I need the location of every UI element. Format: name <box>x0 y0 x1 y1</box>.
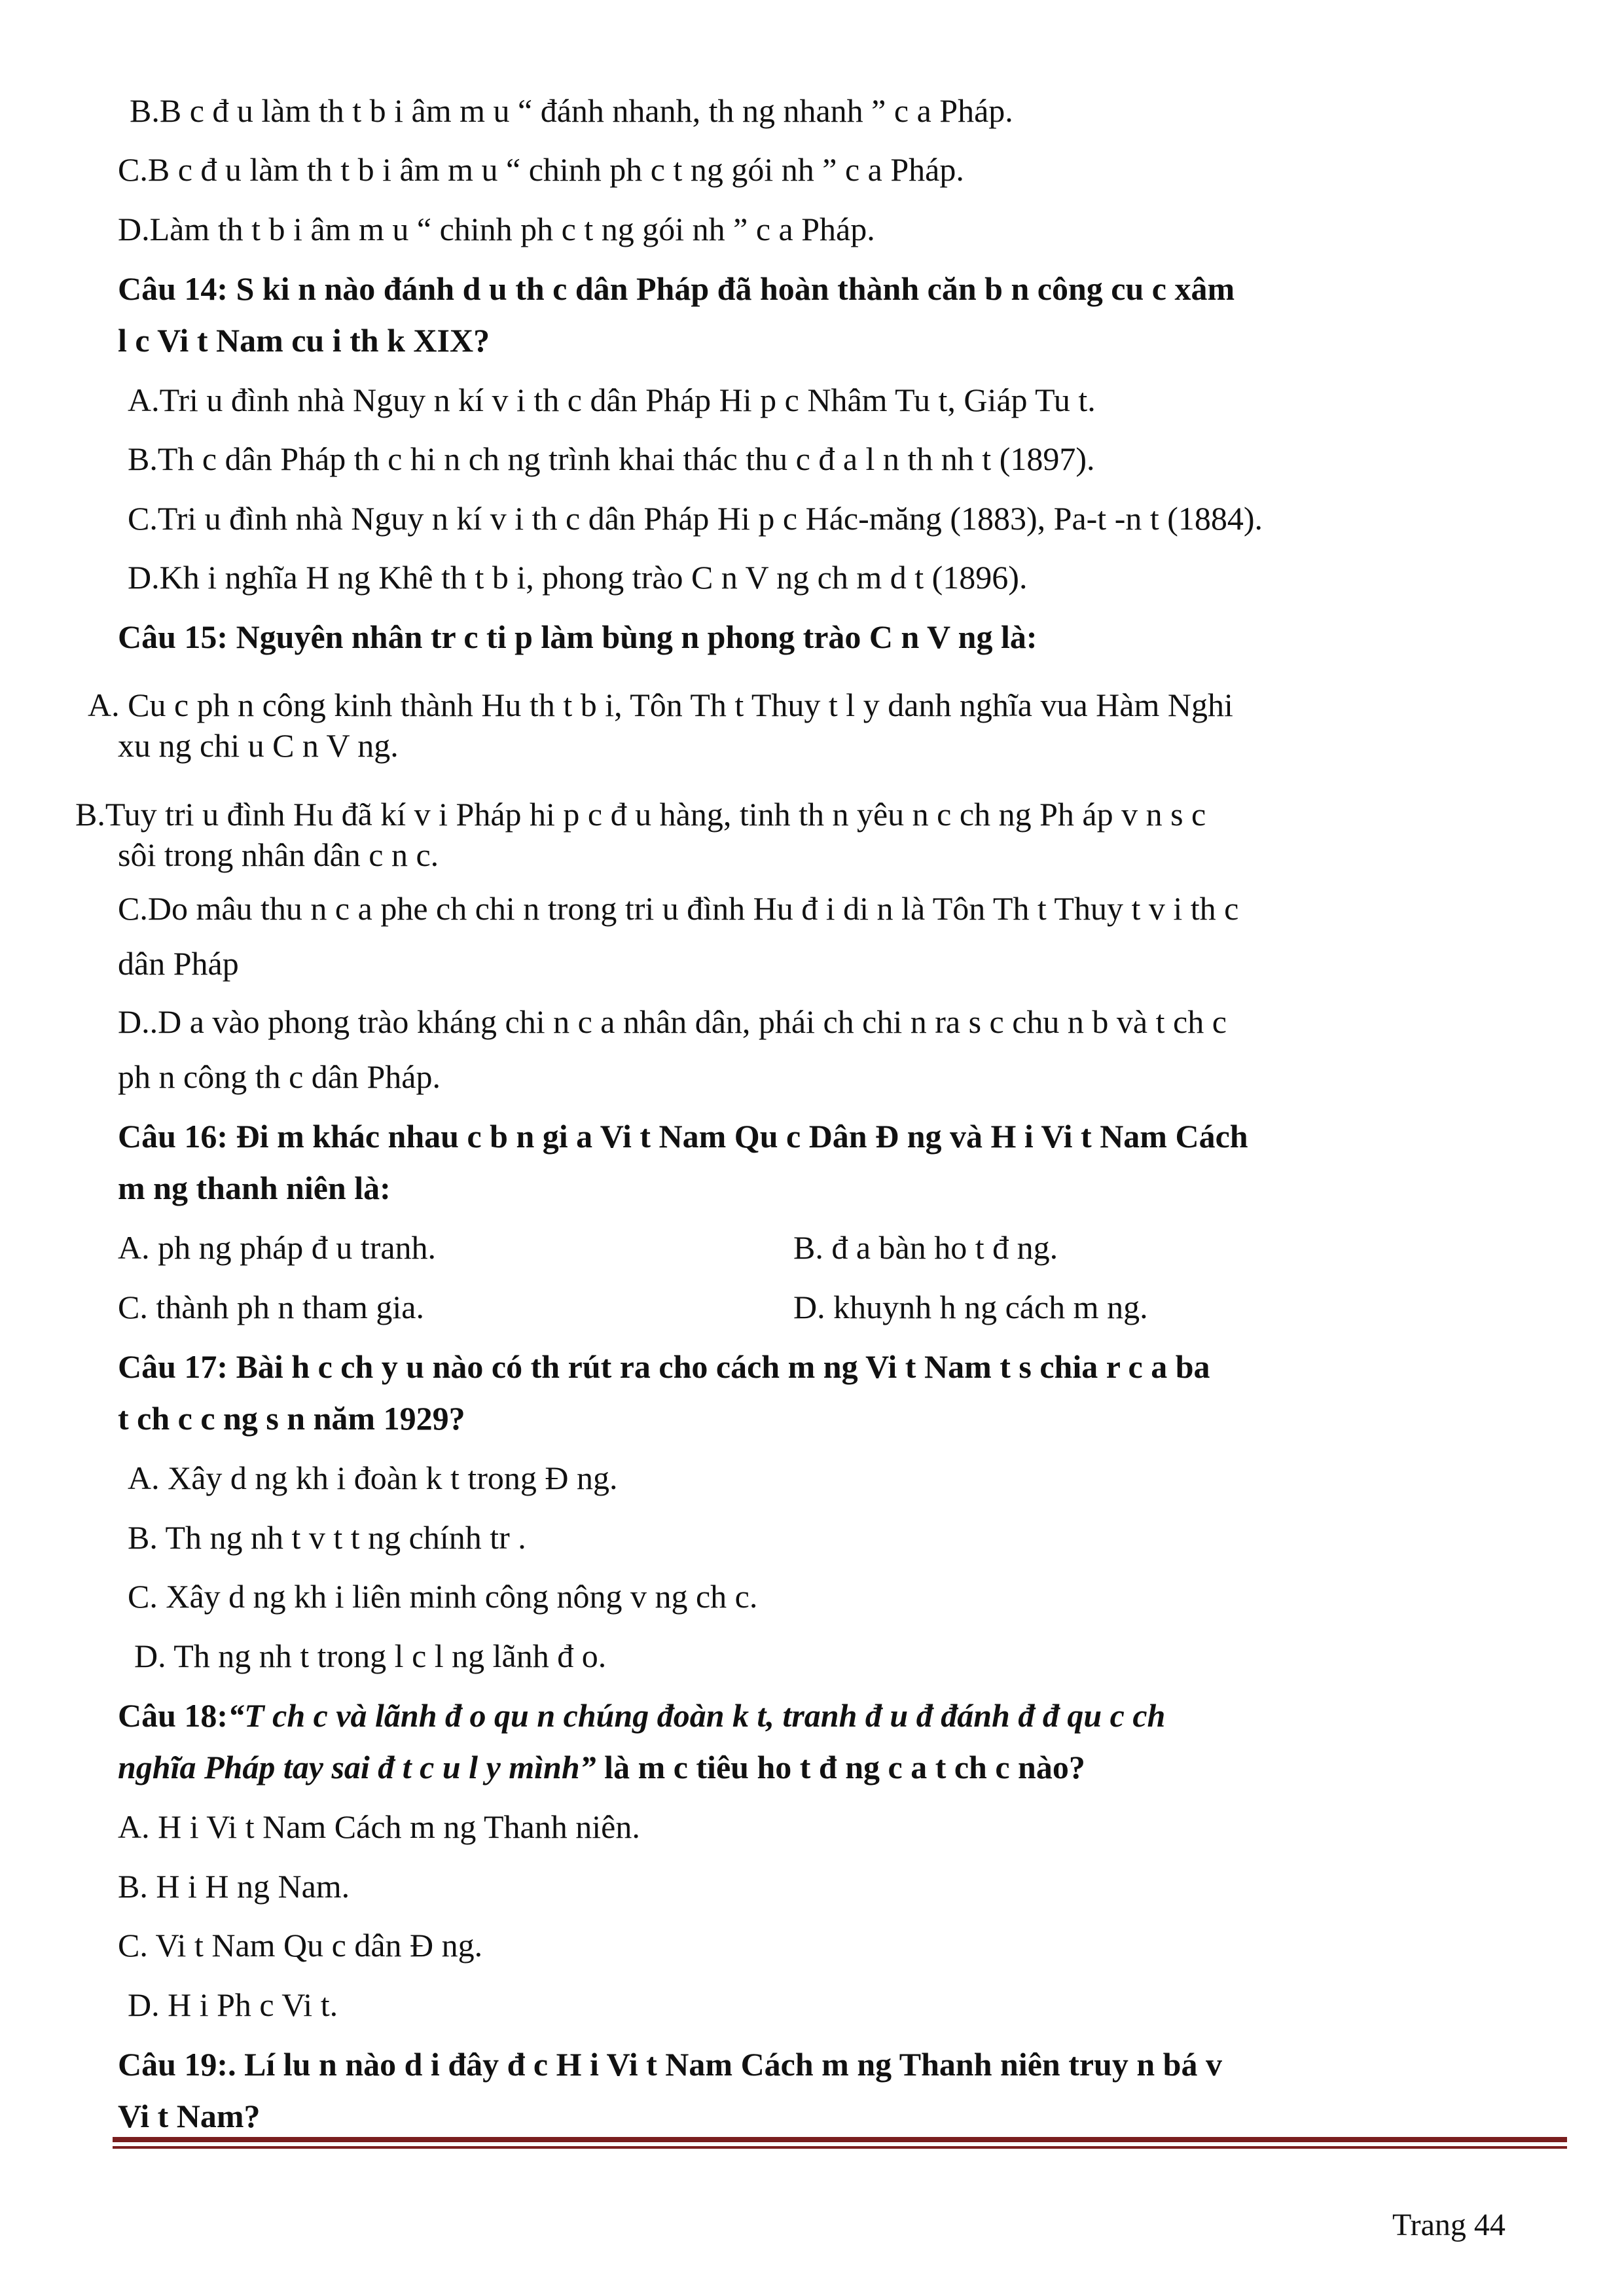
page-number: Trang 44 <box>1392 2208 1506 2242</box>
option-14c: C.Tri u đình nhà Nguy n kí v i th c dân Pháp Hi p c Hác-măng (1883), Pa-t -n t (1884). <box>128 500 1263 537</box>
question-15: Câu 15: Nguyên nhân tr c ti p làm bùng n phong trào C n V ng là: <box>118 619 1038 655</box>
question-19: Câu 19:. Lí lu n nào d i đây đ c H i Vi t Nam Cách m ng Thanh niên truy n bá v <box>118 2046 1222 2083</box>
question-18-quote: “T ch c và lãnh đ o qu n chúng đoàn k t, tranh đ u đ đánh đ đ qu c ch <box>228 1697 1166 1734</box>
option-18a: A. H i Vi t Nam Cách m ng Thanh niên. <box>118 1808 640 1845</box>
option-15c-cont: dân Pháp <box>118 945 239 982</box>
option-14d: D.Kh i nghĩa H ng Khê th t b i, phong trào C n V ng ch m d t (1896). <box>128 559 1028 596</box>
question-14: Câu 14: S ki n nào đánh d u th c dân Pháp đã hoàn thành căn b n công cu c xâm <box>118 270 1235 307</box>
question-18 <box>118 1695 1165 1736</box>
question-19-cont: Vi t Nam? <box>118 2098 261 2134</box>
option-18d: D. H i Ph c Vi t. <box>128 1986 338 2023</box>
question-18-cont <box>118 1747 1085 1787</box>
option-17a: A. Xây d ng kh i đoàn k t trong Đ ng. <box>128 1460 618 1496</box>
option-18b: B. H i H ng Nam. <box>118 1868 350 1905</box>
option-15c: C.Do mâu thu n c a phe ch chi n trong tri u đình Hu đ i di n là Tôn Th t Thuy t v i th c <box>118 890 1239 927</box>
question-17: Câu 17: Bài h c ch y u nào có th rút ra cho cách m ng Vi t Nam t s chia r c a ba <box>118 1348 1210 1385</box>
option-13c: C.B c đ u làm th t b i âm m u “ chinh ph c t ng gói nh ” c a Pháp. <box>118 151 964 188</box>
option-15a: A. Cu c ph n công kinh thành Hu th t b i, Tôn Th t Thuy t l y danh nghĩa vua Hàm Nghi <box>88 687 1233 723</box>
option-17c: C. Xây d ng kh i liên minh công nông v ng ch c. <box>128 1578 758 1615</box>
option-15b-cont: sôi trong nhân dân c n c. <box>118 836 439 873</box>
option-13d: D.Làm th t b i âm m u “ chinh ph c t ng gói nh ” c a Pháp. <box>118 211 875 247</box>
option-14a: A.Tri u đình nhà Nguy n kí v i th c dân Pháp Hi p c Nhâm Tu t, Giáp Tu t. <box>128 382 1096 418</box>
option-18c: C. Vi t Nam Qu c dân Đ ng. <box>118 1927 483 1964</box>
option-15d-cont: ph n công th c dân Pháp. <box>118 1058 441 1095</box>
option-15b: B.Tuy tri u đình Hu đã kí v i Pháp hi p c đ u hàng, tinh th n yêu n c ch ng Ph áp v n s c <box>75 796 1206 833</box>
question-17-cont: t ch c c ng s n năm 1929? <box>118 1400 465 1437</box>
question-18-quote-end: nghĩa Pháp tay sai đ t c u l y mình” <box>118 1749 596 1785</box>
option-14b: B.Th c dân Pháp th c hi n ch ng trình khai thác thu c đ a l n th nh t (1897). <box>128 440 1095 477</box>
option-16a: A. ph ng pháp đ u tranh. <box>118 1229 437 1266</box>
option-16c: C. thành ph n tham gia. <box>118 1289 424 1325</box>
option-16b: B. đ a bàn ho t đ ng. <box>793 1229 1058 1266</box>
question-18-rest: là m c tiêu ho t đ ng c a t ch c nào? <box>596 1749 1085 1785</box>
question-18-label: Câu 18: <box>118 1697 228 1734</box>
option-17b: B. Th ng nh t v t t ng chính tr . <box>128 1519 526 1556</box>
question-16-cont: m ng thanh niên là: <box>118 1170 391 1206</box>
option-15a-cont: xu ng chi u C n V ng. <box>118 727 399 764</box>
option-17d: D. Th ng nh t trong l c l ng lãnh đ o. <box>134 1638 607 1674</box>
question-14-cont: l c Vi t Nam cu i th k XIX? <box>118 322 490 359</box>
footer-rule-thin <box>113 2146 1567 2149</box>
option-15d: D..D a vào phong trào kháng chi n c a nhân dân, phái ch chi n ra s c chu n b và t ch c <box>118 1003 1227 1040</box>
footer-rule <box>113 2137 1567 2142</box>
question-16: Câu 16: Đi m khác nhau c b n gi a Vi t Nam Qu c Dân Đ ng và H i Vi t Nam Cách <box>118 1118 1248 1155</box>
option-16d: D. khuynh h ng cách m ng. <box>793 1289 1148 1325</box>
option-13b: B.B c đ u làm th t b i âm m u “ đánh nhanh, th ng nhanh ” c a Pháp. <box>130 92 1013 129</box>
